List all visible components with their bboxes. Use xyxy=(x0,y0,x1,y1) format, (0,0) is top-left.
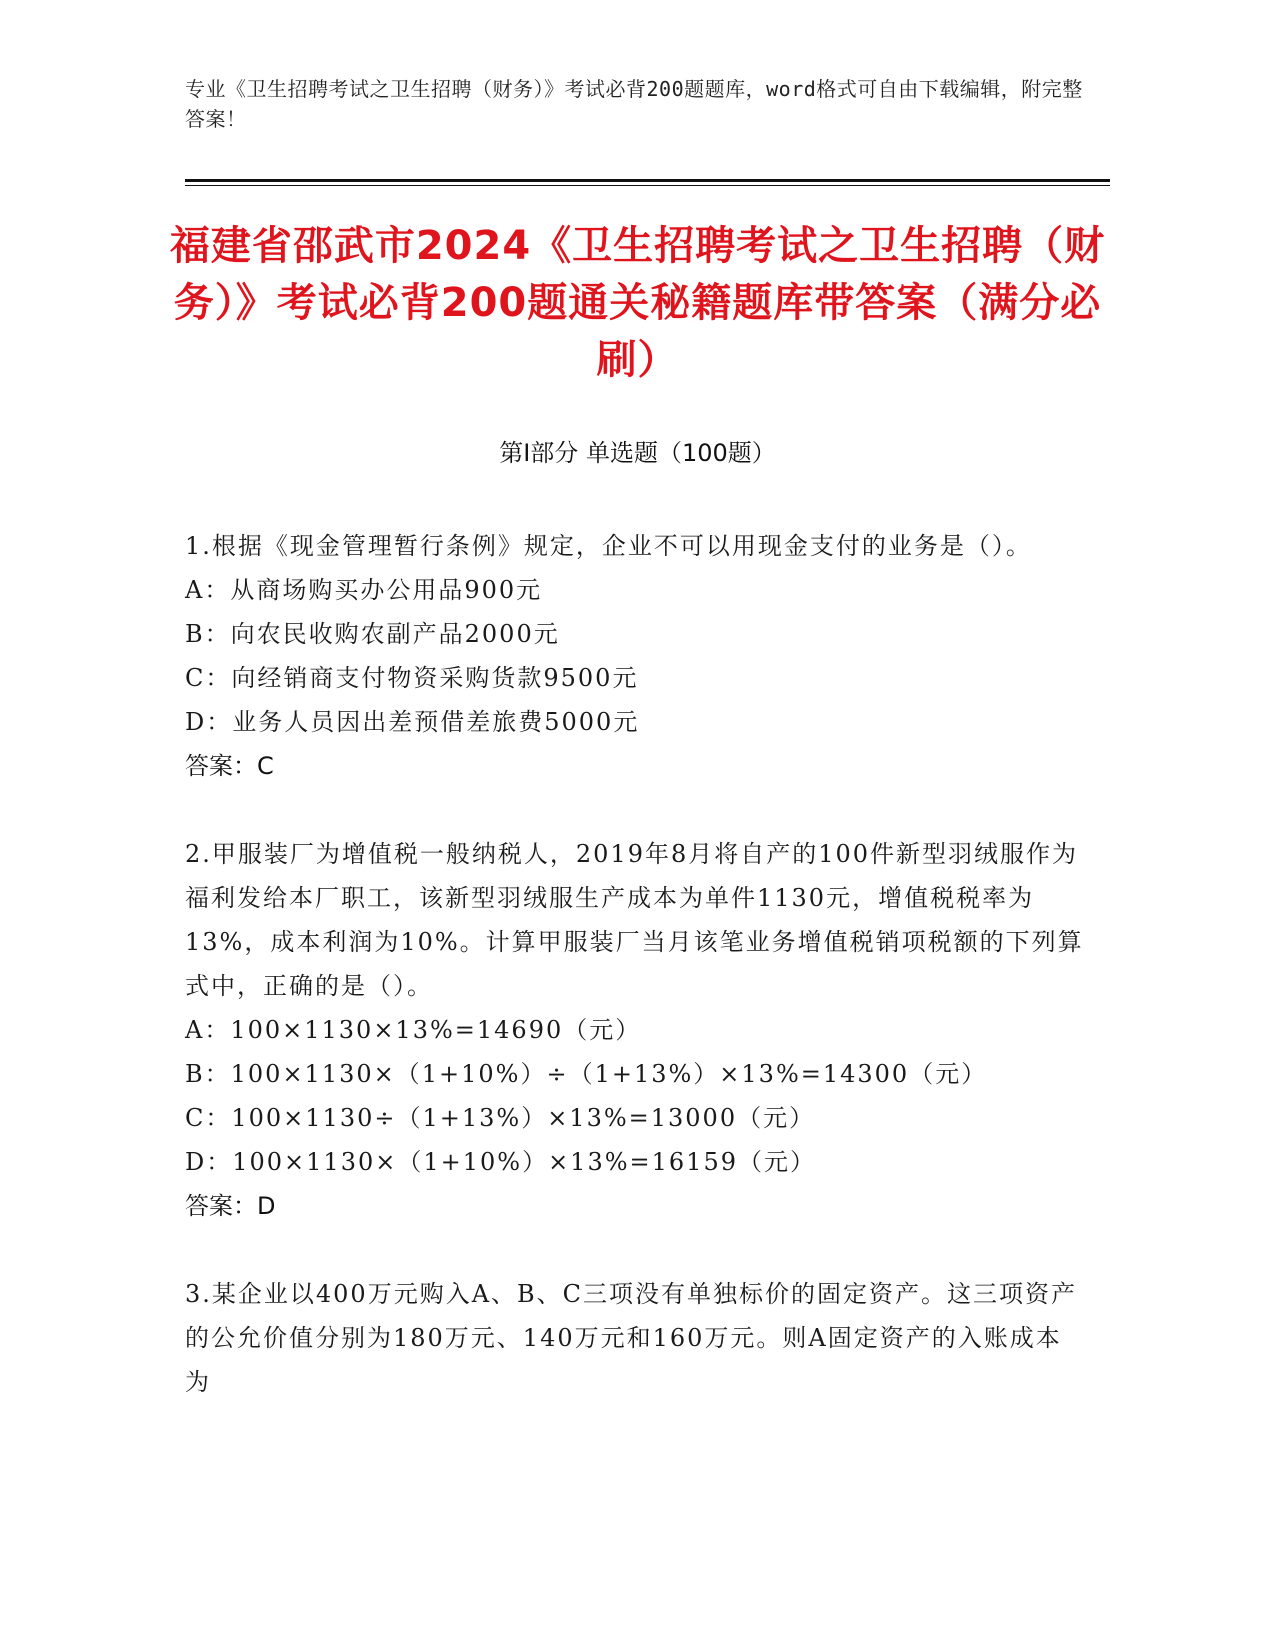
header-note: 专业《卫生招聘考试之卫生招聘（财务）》考试必背200题题库，word格式可自由下载编辑，附完整答案！ xyxy=(185,77,1083,131)
section-heading: 第Ⅰ部分 单选题（100题） xyxy=(499,439,776,467)
question-stem: 3.某企业以400万元购入A、B、C三项没有单独标价的固定资产。这三项资产的公允价值分别为180万元、140万元和160万元。则A固定资产的入账成本为 xyxy=(185,1280,1078,1396)
option-a: A：从商场购买办公用品900元 xyxy=(185,576,543,604)
document-title: 福建省邵武市2024《卫生招聘考试之卫生招聘（财务）》考试必背200题通关秘籍题库带答案（满分必刷） xyxy=(169,223,1106,383)
option-b: B：向农民收购农副产品2000元 xyxy=(185,620,560,648)
question-3 xyxy=(185,1272,1085,1404)
question-list xyxy=(185,524,1085,1448)
header-rule-thick xyxy=(185,179,1110,182)
option-c: C：100×1130÷（1+13%）×13%=13000（元） xyxy=(185,1104,816,1132)
question-1 xyxy=(185,524,1085,788)
answer: 答案：D xyxy=(185,1192,276,1220)
option-b: B：100×1130×（1+10%）÷（1+13%）×13%=14300（元） xyxy=(185,1060,988,1088)
header-rule-thin xyxy=(185,185,1110,186)
question-stem: 1.根据《现金管理暂行条例》规定，企业不可以用现金支付的业务是（）。 xyxy=(185,532,1032,560)
option-c: C：向经销商支付物资采购货款9500元 xyxy=(185,664,639,692)
question-stem: 2.甲服装厂为增值税一般纳税人，2019年8月将自产的100件新型羽绒服作为福利发给本厂职工，该新型羽绒服生产成本为单件1130元，增值税税率为13%，成本利润为10%。计算甲服装厂当月该笔业务增值税销项税额的下列算式中，正确的是（）。 xyxy=(185,840,1084,1000)
option-d: D：100×1130×（1+10%）×13%=16159（元） xyxy=(185,1148,816,1176)
question-2 xyxy=(185,832,1085,1228)
option-a: A：100×1130×13%=14690（元） xyxy=(185,1016,642,1044)
answer: 答案：C xyxy=(185,752,274,780)
option-d: D：业务人员因出差预借差旅费5000元 xyxy=(185,708,640,736)
